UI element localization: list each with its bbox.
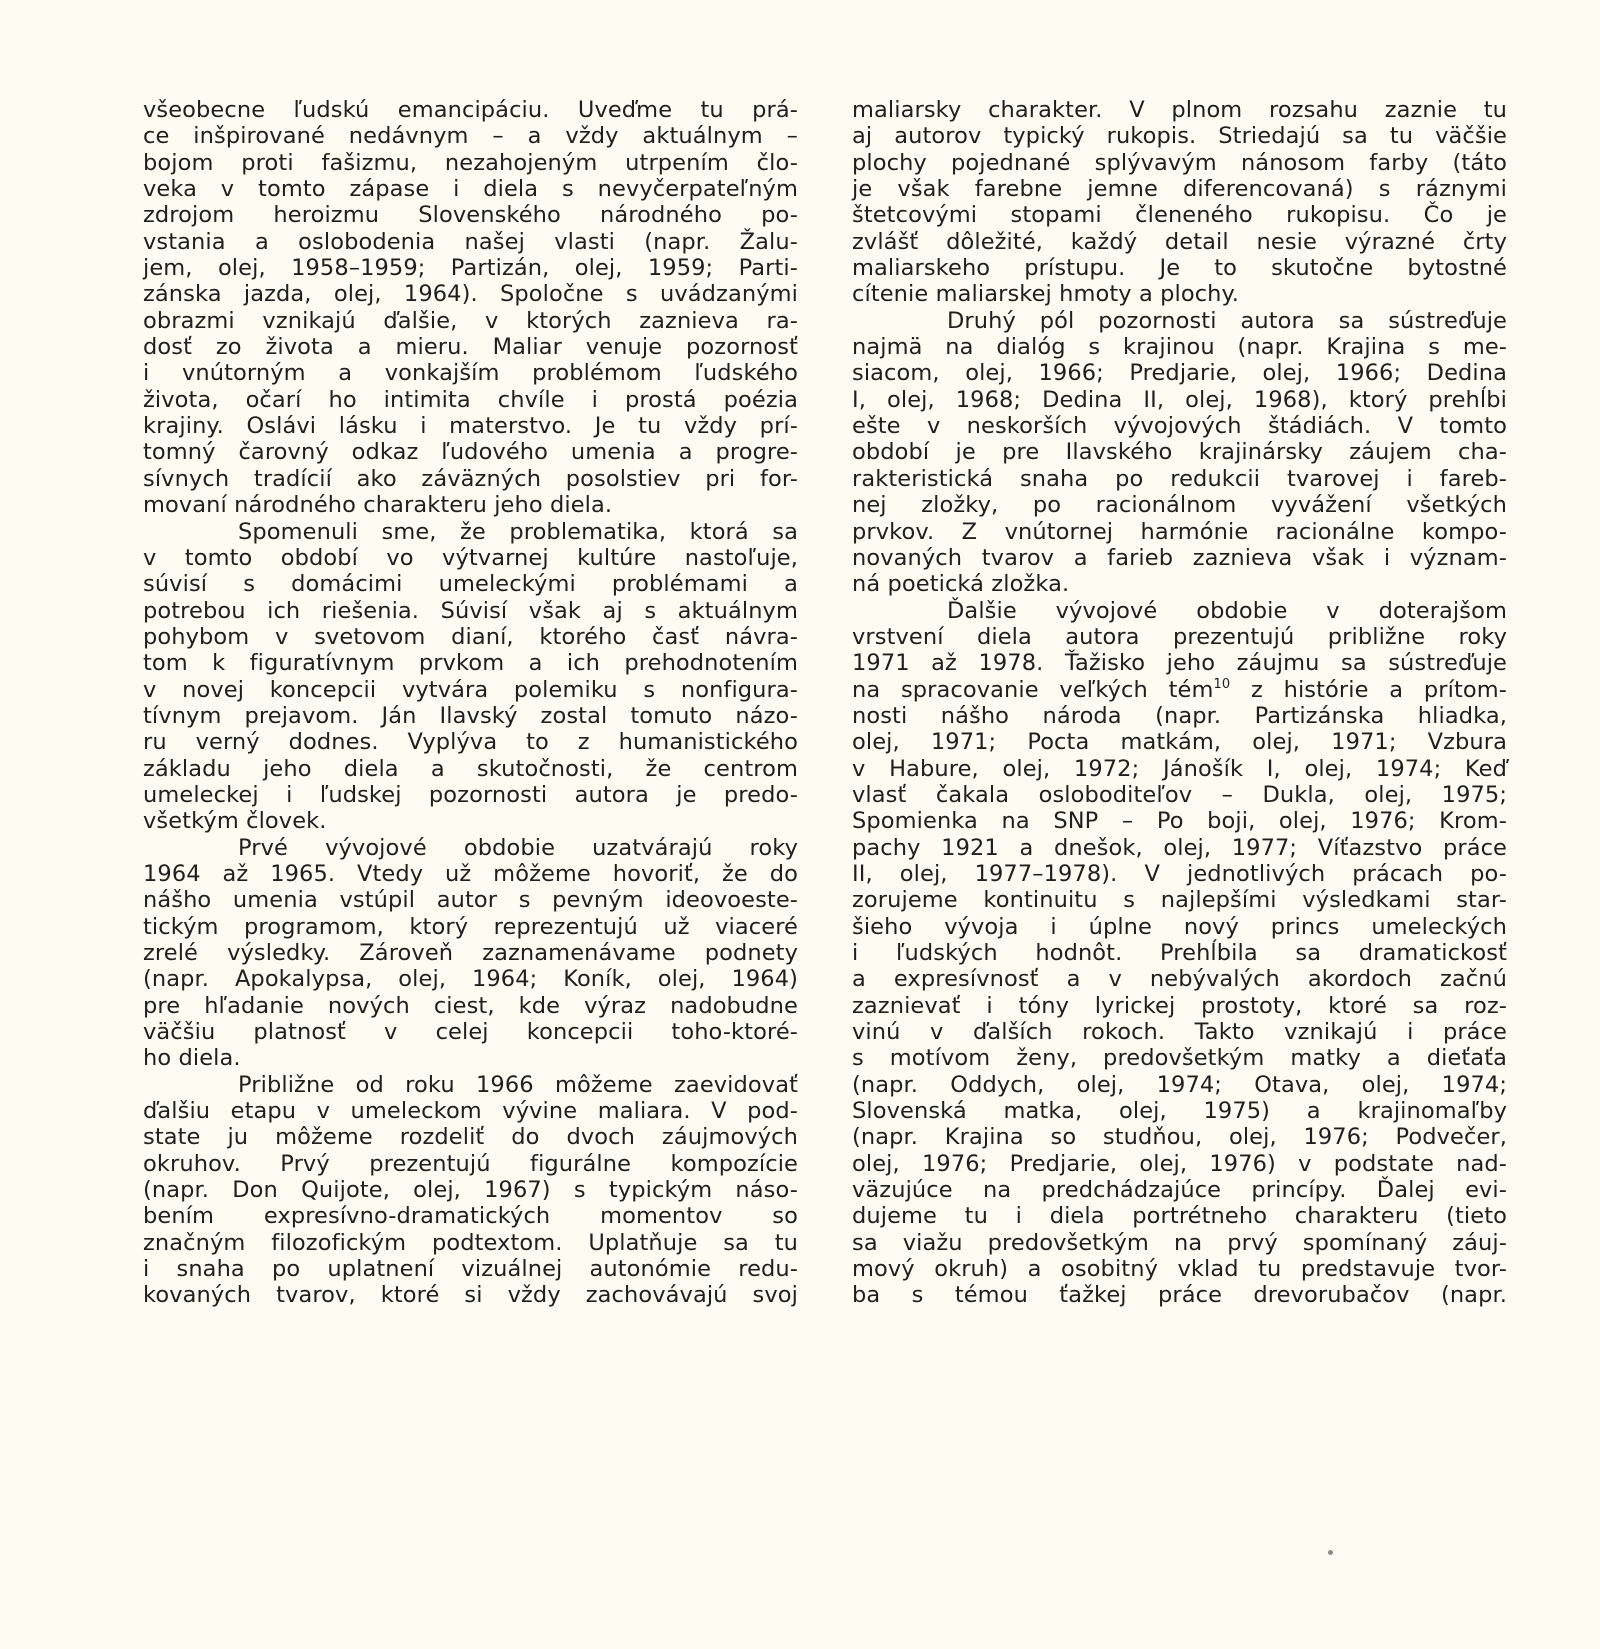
text-line: bojom proti fašizmu, nezahojeným utrpením člo- [143,149,798,176]
text-line: v novej koncepcii vytvára polemiku s nonfigura- [143,676,798,703]
text-line: vrstvení diela autora prezentujú približne roky [852,623,1507,650]
text-line: II, olej, 1977–1978). V jednotlivých prácach po- [852,860,1507,887]
text-line: štetcovými stopami členeného rukopisu. Čo je [852,202,1507,229]
text-fragment: na spracovanie veľkých tém [852,676,1214,703]
text-line: zánska jazda, olej, 1964). Spoločne s uvádzanými [143,281,798,308]
text-line: maliarskeho prístupu. Je to skutočne bytostné [852,255,1507,282]
text-line: sívnych tradícií ako záväzných posolstiev pri for- [143,465,798,492]
text-line: veka v tomto zápase i diela s nevyčerpateľným [143,176,798,203]
text-line: Slovenská matka, olej, 1975) a krajinomaľby [852,1098,1507,1125]
text-line: aj autorov typický rukopis. Striedajú sa tu väčšie [852,123,1507,150]
text-line: tomný čarovný odkaz ľudového umenia a progre- [143,439,798,466]
text-line: 1971 až 1978. Ťažisko jeho záujmu sa sústreďuje [852,650,1507,677]
text-line: života, očarí ho intimita chvíle i prostá poézia [143,386,798,413]
text-line: prvkov. Z vnútornej harmónie racionálne kompo- [852,518,1507,545]
text-line: ná poetická zložka. [852,571,1070,598]
text-line: potrebou ich riešenia. Súvisí však aj s aktuálnym [143,597,798,624]
paragraph-first-line: Približne od roku 1966 môžeme zaevidovať [238,1071,798,1098]
text-line: vlasť čakala osloboditeľov – Dukla, olej, 1975; [852,781,1507,808]
paper-speck [1328,1550,1333,1555]
text-line: ru verný dodnes. Vyplýva to z humanistického [143,729,798,756]
text-line: ho diela. [143,1045,241,1072]
text-line: kovaných tvarov, ktoré si vždy zachovávajú svoj [143,1282,798,1309]
text-line: umeleckej i ľudskej pozornosti autora je predo- [143,781,798,808]
text-line: zorujeme kontinuitu s najlepšími výsledkami star- [852,887,1507,914]
text-line: ďalšiu etapu v umeleckom vývine maliara. V pod- [143,1098,798,1125]
text-line: olej, 1976; Predjarie, olej, 1976) v podstate nad- [852,1150,1507,1177]
text-line: v Habure, olej, 1972; Jánošík I, olej, 1974; Keď [852,755,1507,782]
text-line: ešte v neskorších vývojových štádiách. V tomto [852,413,1507,440]
text-line: bením expresívno-dramatických momentov so [143,1203,798,1230]
text-line: pachy 1921 a dnešok, olej, 1977; Víťazstvo práce [852,834,1507,861]
text-line: obrazmi vznikajú ďalšie, v ktorých zaznieva ra- [143,307,798,334]
text-line: dosť zo života a mieru. Maliar venuje pozornosť [143,334,798,361]
text-line: všetkým človek. [143,808,327,835]
text-line: značným filozofickým podtextom. Uplatňuje sa tu [143,1229,798,1256]
text-line: zvlášť dôležité, každý detail nesie výrazné črty [852,228,1507,255]
text-line: i snaha po uplatnení vizuálnej autonómie redu- [143,1256,798,1283]
text-line: cítenie maliarskej hmoty a plochy. [852,281,1239,308]
text-line: tickým programom, ktorý reprezentujú už viaceré [143,913,798,940]
text-line: ce inšpirované nedávnym – a vždy aktuálnym – [143,123,798,150]
paragraph-first-line: Spomenuli sme, že problematika, ktorá sa [238,518,798,545]
text-column-right [852,97,1507,1309]
text-line: okruhov. Prvý prezentujú figurálne kompozície [143,1150,798,1177]
text-line: zrelé výsledky. Zároveň zaznamenávame podnety [143,940,798,966]
text-line: i vnútorným a vonkajším problémom ľudského [143,360,798,387]
text-line: novaných tvarov a farieb zaznieva však i význam- [852,544,1507,571]
text-line: plochy pojednané splývavým nánosom farby (táto [852,149,1507,176]
text-line: siacom, olej, 1966; Predjarie, olej, 1966; Dedina [852,360,1507,387]
text-line: movaní národného charakteru jeho diela. [143,492,613,519]
text-line: období je pre Ilavského krajinársky záujem cha- [852,439,1507,466]
text-line: vstania a oslobodenia našej vlasti (napr. Žalu- [143,228,798,255]
text-line: 1964 až 1965. Vtedy už môžeme hovoriť, že do [143,860,798,887]
text-line: (napr. Oddych, olej, 1974; Otava, olej, 1974; [852,1071,1507,1098]
text-line: tívnym prejavom. Ján Ilavský zostal tomuto názo- [143,702,798,729]
paragraph-first-line: Ďalšie vývojové obdobie v doterajšom [947,597,1507,624]
text-line: je však farebne jemne diferencovaná) s ráznymi [852,176,1507,203]
text-line: rakteristická snaha po redukcii tvarovej i fareb- [852,465,1507,492]
text-line: maliarsky charakter. V plnom rozsahu zaznie tu [852,97,1507,123]
text-line: jem, olej, 1958–1959; Partizán, olej, 1959; Parti- [143,255,798,282]
text-line: (napr. Krajina so studňou, olej, 1976; Podvečer, [852,1124,1507,1151]
text-line: krajiny. Oslávi lásku i materstvo. Je tu vždy prí- [143,413,798,440]
text-line: zdrojom heroizmu Slovenského národného po- [143,202,798,229]
text-line: i ľudských hodnôt. Prehĺbila sa dramatickosť [852,940,1507,966]
text-line: nosti nášho národa (napr. Partizánska hliadka, [852,702,1507,729]
text-line: s motívom ženy, predovšetkým matky a dieťaťa [852,1045,1507,1072]
text-line: väčšiu platnosť v celej koncepcii toho-ktoré- [143,1019,798,1046]
paragraph-first-line: Prvé vývojové obdobie uzatvárajú roky [238,834,798,861]
text-line: pohybom v svetovom dianí, ktorého časť návra- [143,623,798,650]
text-line: olej, 1971; Pocta matkám, olej, 1971; Vzbura [852,729,1507,756]
text-line: najmä na dialóg s krajinou (napr. Krajina s me- [852,334,1507,361]
text-line: state ju môžeme rozdeliť do dvoch záujmových [143,1124,798,1151]
text-line: v tomto období vo výtvarnej kultúre nastoľuje, [143,544,798,571]
text-fragment: z histórie a prítom- [1230,676,1507,703]
text-line: šieho vývoja i úplne nový princs umeleckých [852,913,1507,940]
text-line: nášho umenia vstúpil autor s pevným ideovoeste- [143,887,798,914]
text-line: súvisí s domácimi umeleckými problémami a [143,571,798,598]
text-line: sa viažu predovšetkým na prvý spomínaný záuj- [852,1229,1507,1256]
text-line: I, olej, 1968; Dedina II, olej, 1968), ktorý prehĺbi [852,386,1507,413]
text-line: mový okruh) a osobitný vklad tu predstavuje tvor- [852,1256,1507,1283]
text-line: (napr. Apokalypsa, olej, 1964; Koník, olej, 1964) [143,966,798,993]
text-line: všeobecne ľudskú emancipáciu. Uveďme tu prá- [143,97,798,123]
paragraph-first-line: Druhý pól pozornosti autora sa sústreďuje [947,307,1507,334]
text-line: dujeme tu i diela portrétneho charakteru (tieto [852,1203,1507,1230]
text-line: väzujúce na predchádzajúce princípy. Ďalej evi- [852,1177,1507,1204]
text-line: Spomienka na SNP – Po boji, olej, 1976; Krom- [852,808,1507,835]
text-line: tom k figuratívnym prvkom a ich prehodnotením [143,650,798,677]
text-line: pre hľadanie nových ciest, kde výraz nadobudne [143,992,798,1019]
footnote-reference: 10 [1213,676,1231,692]
text-line: vinú v ďalších rokoch. Takto vznikajú i práce [852,1019,1507,1046]
text-line: základu jeho diela a skutočnosti, že centrom [143,755,798,782]
text-line [852,677,1507,703]
text-line: a expresívnosť a v nebývalých akordoch začnú [852,966,1507,993]
text-line: zaznievať i tóny lyrickej prostoty, ktoré sa roz- [852,992,1507,1019]
text-column-left [143,97,798,1309]
text-line: ba s témou ťažkej práce drevorubačov (napr. [852,1282,1507,1309]
text-line: (napr. Don Quijote, olej, 1967) s typickým náso- [143,1177,798,1204]
text-line: nej zložky, po racionálnom vyvážení všetkých [852,492,1507,519]
